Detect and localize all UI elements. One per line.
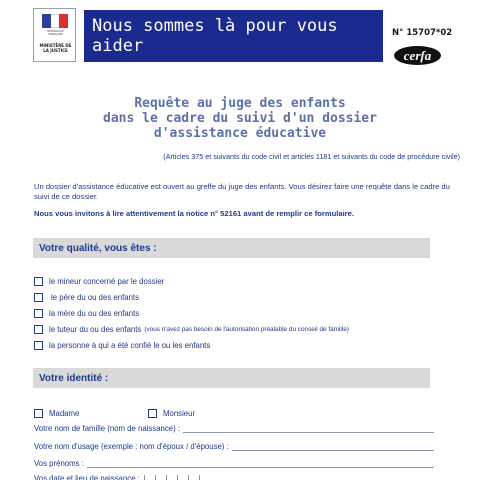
option-label: le mineur concerné par le dossier [49, 277, 165, 286]
marianne-flag-icon [42, 14, 68, 28]
ministry-logo [33, 8, 76, 62]
option-mineur[interactable] [34, 277, 164, 286]
legal-articles: (Articles 375 et suivants du code civil et articles 1181 et suivants du code de procédure civile) [163, 152, 460, 161]
checkbox[interactable] [34, 409, 43, 418]
section-quality-title: Votre qualité, vous êtes : [39, 242, 157, 254]
option-pere[interactable] [34, 293, 139, 302]
madame-label: Madame [49, 409, 80, 418]
section-identity-header [33, 368, 430, 388]
field-label: Votre nom d'usage (exemple : nom d'époux / d'épouse) : [34, 442, 229, 451]
field-prenoms[interactable] [34, 459, 434, 468]
cerfa-logo: cerfa [394, 46, 441, 65]
logo-ministere-text: MINISTÈRE DE LA JUSTICE [39, 43, 72, 53]
option-label: le père du ou des enfants [51, 293, 139, 302]
option-monsieur[interactable] [148, 409, 195, 418]
header-banner [84, 10, 383, 62]
text-input-line[interactable] [232, 443, 434, 451]
intro-text: Un dossier d'assistance éducative est ouvert au greffe du juge des enfants. Vous désirez faire une requête dans le cadre du suivi de ce dossier. [34, 182, 450, 201]
field-label: Vos date et lieu de naissance : [34, 474, 140, 480]
checkbox[interactable] [148, 409, 157, 418]
checkbox[interactable] [34, 341, 43, 350]
field-nom-famille[interactable] [34, 424, 434, 433]
form-number: N° 15707*02 [392, 28, 453, 38]
field-label: Votre nom de famille (nom de naissance) : [34, 424, 181, 433]
option-personne-confiee[interactable] [34, 341, 210, 350]
section-quality-header [33, 238, 430, 258]
banner-text: Nous sommes là pour vous aider [92, 16, 338, 56]
checkbox[interactable] [34, 277, 43, 286]
field-nom-usage[interactable] [34, 442, 434, 451]
option-note: (vous n'avez pas besoin de l'autorisation préalable du conseil de famille) [144, 326, 349, 333]
notice-text: Nous vous invitons à lire attentivement la notice n° 52161 avant de remplir ce formulaire. [34, 209, 354, 218]
option-mere[interactable] [34, 309, 139, 318]
text-input-line[interactable] [211, 475, 434, 480]
text-input-line[interactable] [183, 425, 434, 433]
title-line-1: Requête au juge des enfants [134, 96, 346, 111]
logo-republique-text: RÉPUBLIQUE FRANÇAISE [47, 30, 64, 36]
checkbox[interactable] [34, 309, 43, 318]
field-label: Vos prénoms : [34, 459, 84, 468]
option-madame[interactable] [34, 409, 79, 418]
option-label: le tuteur du ou des enfants [49, 325, 142, 334]
option-label: la mère du ou des enfants [49, 309, 140, 318]
checkbox[interactable] [34, 293, 43, 302]
date-input-boxes[interactable] [144, 475, 208, 480]
option-tuteur[interactable] [34, 325, 349, 334]
form-title [60, 96, 420, 141]
checkbox[interactable] [34, 325, 43, 334]
title-line-2: dans le cadre du suivi d'un dossier [103, 111, 377, 126]
section-identity-title: Votre identité : [39, 372, 109, 384]
title-line-3: d'assistance éducative [153, 126, 327, 141]
monsieur-label: Monsieur [163, 409, 196, 418]
field-naissance[interactable] [34, 474, 434, 480]
option-label: la personne à qui a été confié le ou les enfants [49, 341, 211, 350]
text-input-line[interactable] [87, 460, 434, 468]
